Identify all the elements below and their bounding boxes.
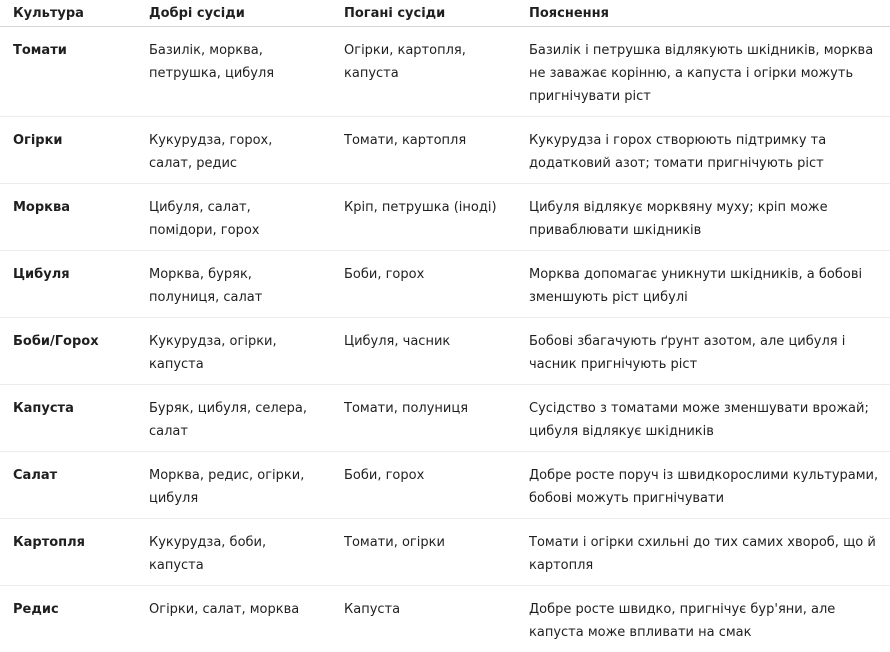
table-row <box>0 318 890 385</box>
good-neighbors-cell: Кукурудза, горох, салат, редис <box>145 117 330 184</box>
header-bad-neighbors: Погані сусіди <box>330 0 515 27</box>
good-neighbors-cell: Морква, редис, огірки, цибуля <box>145 452 330 519</box>
crop-cell: Редис <box>0 586 145 652</box>
header-crop: Культура <box>0 0 145 27</box>
crop-cell: Боби/Горох <box>0 318 145 385</box>
bad-neighbors-cell: Огірки, картопля, капуста <box>330 27 515 117</box>
explanation-cell: Кукурудза і горох створюють підтримку та додатковий азот; томати пригнічують ріст <box>515 117 890 184</box>
good-neighbors-cell: Буряк, цибуля, селера, салат <box>145 385 330 452</box>
table-header-row <box>0 0 890 27</box>
bad-neighbors-cell: Цибуля, часник <box>330 318 515 385</box>
explanation-cell: Цибуля відлякує морквяну муху; кріп може приваблювати шкідників <box>515 184 890 251</box>
bad-neighbors-cell: Томати, огірки <box>330 519 515 586</box>
explanation-cell: Томати і огірки схильні до тих самих хвороб, що й картопля <box>515 519 890 586</box>
crop-cell: Салат <box>0 452 145 519</box>
explanation-cell: Морква допомагає уникнути шкідників, а бобові зменшують ріст цибулі <box>515 251 890 318</box>
header-good-neighbors: Добрі сусіди <box>145 0 330 27</box>
crop-cell: Капуста <box>0 385 145 452</box>
table-row <box>0 117 890 184</box>
bad-neighbors-cell: Капуста <box>330 586 515 652</box>
table-row <box>0 586 890 652</box>
good-neighbors-cell: Базилік, морква, петрушка, цибуля <box>145 27 330 117</box>
explanation-cell: Сусідство з томатами може зменшувати врожай; цибуля відлякує шкідників <box>515 385 890 452</box>
table-row <box>0 251 890 318</box>
table-row <box>0 452 890 519</box>
table-row <box>0 27 890 117</box>
good-neighbors-cell: Кукурудза, боби, капуста <box>145 519 330 586</box>
bad-neighbors-cell: Томати, полуниця <box>330 385 515 452</box>
header-explanation: Пояснення <box>515 0 890 27</box>
crop-cell: Морква <box>0 184 145 251</box>
table-row <box>0 184 890 251</box>
bad-neighbors-cell: Боби, горох <box>330 452 515 519</box>
explanation-cell: Базилік і петрушка відлякують шкідників, морква не заважає корінню, а капуста і огірки можуть пригнічувати ріст <box>515 27 890 117</box>
crop-cell: Цибуля <box>0 251 145 318</box>
crop-cell: Картопля <box>0 519 145 586</box>
bad-neighbors-cell: Боби, горох <box>330 251 515 318</box>
table-row <box>0 519 890 586</box>
table-row <box>0 385 890 452</box>
crop-cell: Томати <box>0 27 145 117</box>
bad-neighbors-cell: Кріп, петрушка (іноді) <box>330 184 515 251</box>
good-neighbors-cell: Кукурудза, огірки, капуста <box>145 318 330 385</box>
explanation-cell: Добре росте поруч із швидкорослими культурами, бобові можуть пригнічувати <box>515 452 890 519</box>
good-neighbors-cell: Огірки, салат, морква <box>145 586 330 652</box>
good-neighbors-cell: Цибуля, салат, помідори, горох <box>145 184 330 251</box>
crop-cell: Огірки <box>0 117 145 184</box>
bad-neighbors-cell: Томати, картопля <box>330 117 515 184</box>
good-neighbors-cell: Морква, буряк, полуниця, салат <box>145 251 330 318</box>
explanation-cell: Добре росте швидко, пригнічує бур'яни, але капуста може впливати на смак <box>515 586 890 652</box>
explanation-cell: Бобові збагачують ґрунт азотом, але цибуля і часник пригнічують ріст <box>515 318 890 385</box>
